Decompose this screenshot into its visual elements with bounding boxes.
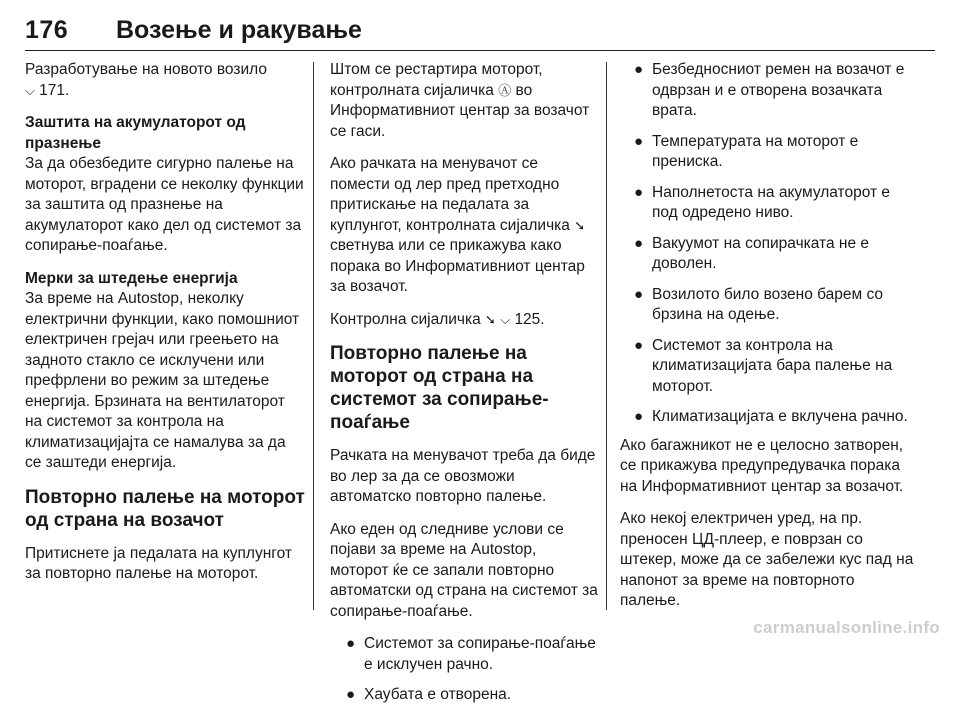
trunk-warning-text: Ако багажникот не е целосно затворен, се прикажува предупредувачка порака на Информативниот центар за возачот. — [620, 436, 904, 495]
list-item — [620, 132, 915, 173]
battery-protection-text: За да обезбедите сигурно палење на моторот, вградени се неколку функции за заштита од празнење на акумулаторот како дел од системот за сопирање-поаѓање. — [25, 155, 304, 254]
neutral-gear-text: Рачката на менувачот треба да биде во лер за да се овозможи автоматско повторно палење. — [330, 447, 596, 505]
list-item-text: Системот за контрола на климатизацијата бара палење на моторот. — [652, 336, 893, 395]
column-divider-1 — [313, 62, 314, 610]
page-ref-arrow-icon: ⌵ — [500, 311, 511, 327]
bullet-icon: ● — [634, 285, 644, 303]
voltage-drop-text: Ако некој електричен уред, на пр. преносен ЦД-плеер, е поврзан со штекер, може да се забележи кус пад на напонот за време на повторното палење. — [620, 510, 914, 609]
list-item-text: Вакуумот на сопирачката не е доволен. — [652, 234, 869, 272]
intro-page-ref[interactable]: 171. — [39, 81, 70, 99]
text-run: во Информативниот центар за возачот се гаси. — [330, 81, 590, 140]
conditions-intro-text: Ако еден од следниве услови се појави за време на Autostop, моторот ќе се запали повторно автоматски од страна на системот за сопирање-поаѓање. — [330, 520, 598, 620]
energy-saving-text: За време на Autostop, неколку електрични функции, како помошниот електричен грејач или греењето на задното стакло се исклучени или префрлени во режим за штедење енергија. Брзината на вентилаторот на системот за контрола на климатизацијајта се намалува за да се заштеди енергија. — [25, 290, 300, 471]
chapter-title: Возење и ракување — [116, 16, 362, 44]
list-item — [620, 407, 915, 428]
list-item — [620, 336, 915, 398]
column-divider-2 — [606, 62, 607, 610]
autostop-icon: Ⓐ — [498, 82, 512, 98]
restart-indicator-paragraph — [330, 60, 598, 142]
list-item — [620, 285, 915, 326]
indicator-reference — [330, 310, 598, 331]
driver-restart-heading: Повторно палење на моторот од страна на возачот — [25, 486, 305, 531]
list-item-text: Температурата на моторот е прениска. — [652, 132, 859, 170]
column-1 — [25, 60, 305, 597]
shift-indicator-paragraph — [330, 154, 598, 298]
text-run: Контролна сијаличка — [330, 310, 481, 328]
list-item-text: Безбедносниот ремен на возачот е одврзан и е отворена возачката врата. — [652, 61, 905, 119]
system-restart-heading: Повторно палење на моторот од страна на системот за сопирање-поаѓање — [330, 343, 549, 433]
bullet-icon: ● — [634, 61, 644, 78]
text-run: Ако рачката на менувачот се помести од лер пред претходно притискање на педалата за куплунгот, контролната сијаличка — [330, 155, 570, 234]
list-item — [620, 60, 915, 122]
bullet-icon: ● — [634, 234, 644, 252]
list-item-text: Системот за сопирање-поаѓање е исклучен рачно. — [364, 635, 596, 673]
page-ref-arrow-icon: ⌵ — [25, 82, 35, 98]
list-item — [620, 234, 915, 275]
page-header — [25, 12, 935, 51]
energy-saving-heading: Мерки за штедење енергија — [25, 269, 238, 287]
list-item-text: Хаубата е отворена. — [364, 686, 512, 703]
bullet-icon: ● — [346, 686, 356, 703]
shift-indicator-icon: ➘ — [574, 217, 586, 233]
bullet-icon: ● — [634, 408, 644, 425]
bullet-icon: ● — [634, 336, 644, 354]
driver-restart-text: Притиснете ја педалата на куплунгот за повторно палење на моторот. — [25, 544, 292, 582]
column-3 — [620, 60, 915, 624]
conditions-list-continued — [620, 60, 915, 428]
list-item — [330, 634, 598, 675]
shift-indicator-icon: ➘ — [485, 311, 496, 327]
list-item-text: Наполнетоста на акумулаторот е под одредено ниво. — [652, 183, 891, 221]
bullet-icon: ● — [634, 132, 644, 150]
intro-text: Разработување на новото возило — [25, 61, 267, 78]
conditions-list — [330, 634, 598, 706]
watermark: carmanualsonline.info — [753, 618, 940, 637]
indicator-page-ref[interactable]: 125. — [514, 310, 545, 328]
list-item-text: Возилото било возено барем со брзина на одење. — [652, 285, 884, 323]
column-2 — [330, 60, 598, 716]
list-item — [620, 183, 915, 224]
list-item-text: Климатизацијата е вклучена рачно. — [652, 408, 908, 425]
list-item — [330, 685, 598, 706]
text-run: Штом се рестартира моторот, контролната сијаличка — [330, 61, 543, 99]
text-run: светнува или се прикажува како порака во Информативниот центар за возачот. — [330, 237, 585, 295]
battery-protection-heading: Заштита на акумулаторот од празнење — [25, 114, 246, 152]
intro-paragraph — [25, 60, 305, 101]
page-number: 176 — [25, 16, 69, 44]
bullet-icon: ● — [346, 635, 356, 652]
bullet-icon: ● — [634, 183, 644, 201]
